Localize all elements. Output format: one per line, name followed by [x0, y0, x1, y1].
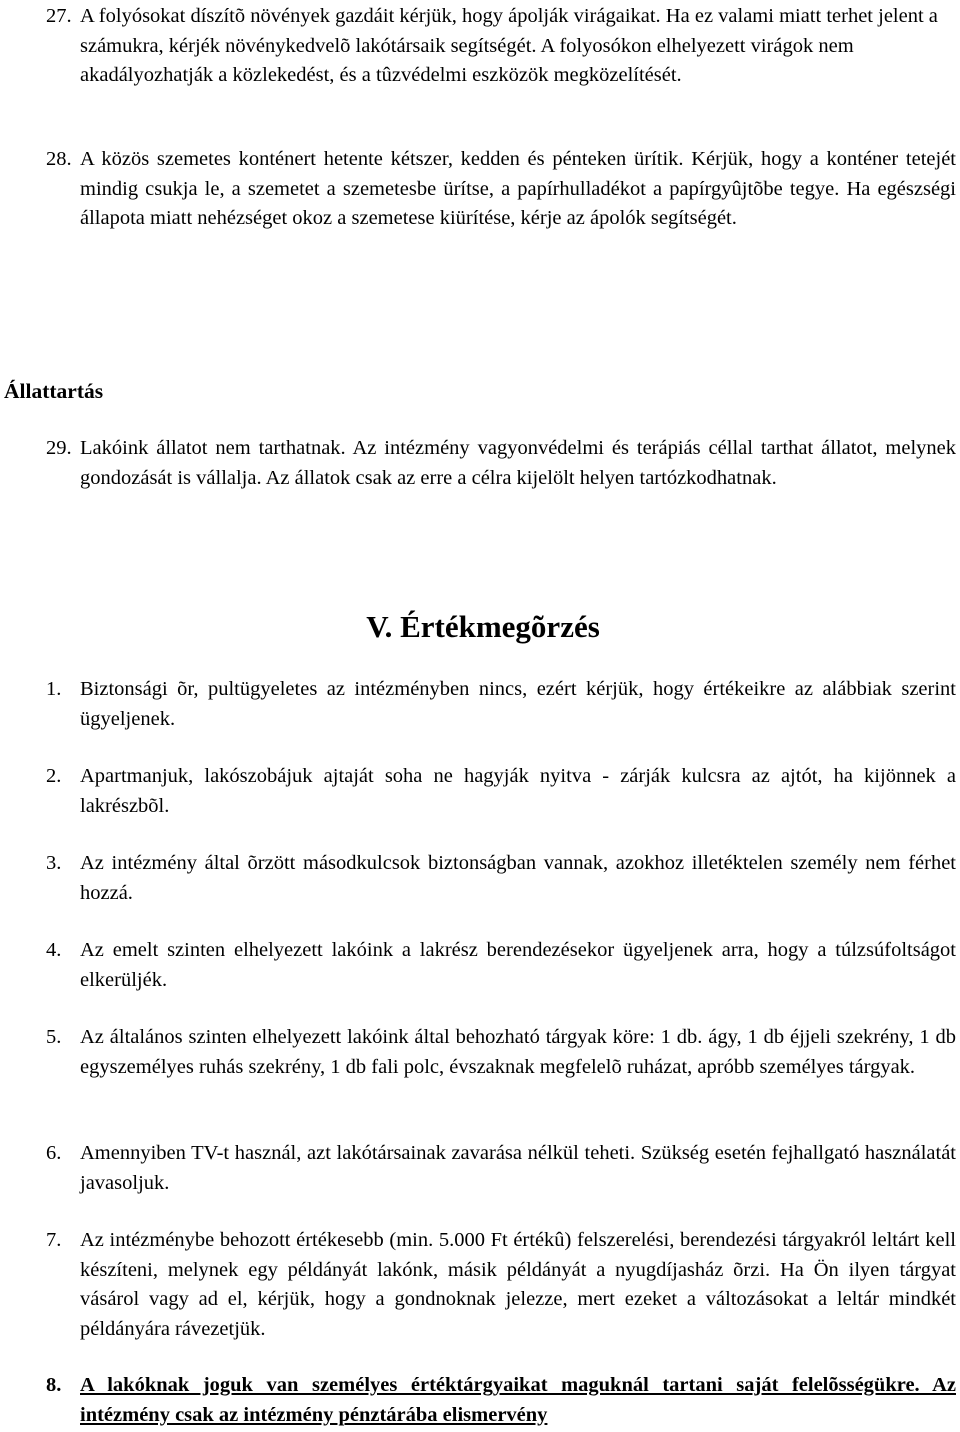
item-number: 6.	[46, 1142, 62, 1164]
item-number: 28.	[46, 148, 72, 170]
item-text: Az általános szinten elhelyezett lakóink által behozható tárgyak köre: 1 db. ágy, 1 db éjjeli szekrény, 1 db egyszemélyes ruhás szekrény, 1 db fali polc, évszaknak megfelelõ ruházat, apróbb személyes tárgyak.	[80, 1026, 956, 1078]
list-item-v1	[46, 675, 956, 734]
item-text: A közös szemetes konténert hetente kétszer, kedden és pénteken ürítik. Kérjük, hogy a konténer tetejét mindig csukja le, a szemetet a szemetesbe ürítse, a papírhulladékot a papírgyûjtõbe tegye. Ha egészségi állapota miatt nehézséget okoz a szemetese kiürítése, kérje az ápolók segítségét.	[80, 148, 956, 229]
item-text: A lakóknak joguk van személyes értéktárgyaikat maguknál tartani saját felelõsségükre. Az intézmény csak az intézmény pénztárába elismervény	[80, 1374, 956, 1426]
item-number: 2.	[46, 765, 62, 787]
list-item-28	[46, 145, 956, 234]
item-number: 27.	[46, 5, 72, 27]
item-text: Apartmanjuk, lakószobájuk ajtaját soha ne hagyják nyitva - zárják kulcsra az ajtót, ha kijönnek a lakrészbõl.	[80, 765, 956, 817]
item-number: 1.	[46, 678, 62, 700]
item-text: A folyósokat díszítõ növények gazdáit kérjük, hogy ápolják virágaikat. Ha ez valami miatt terhet jelent a számukra, kérjék növénykedvelõ lakótársaik segítségét. A folyosókon elhelyezett virágok nem akadályozhatják a közlekedést, és a tûzvédelmi eszközök megközelítését.	[80, 5, 938, 86]
list-item-v8	[46, 1371, 956, 1430]
item-number: 8.	[46, 1374, 62, 1396]
item-text: Biztonsági õr, pultügyeletes az intézményben nincs, ezért kérjük, hogy értékeikre az alábbiak szerint ügyeljenek.	[80, 678, 956, 730]
list-item-v4	[46, 936, 956, 995]
list-item-v2	[46, 762, 956, 821]
item-text: Amennyiben TV-t használ, azt lakótársainak zavarása nélkül teheti. Szükség esetén fejhallgató használatát javasoljuk.	[80, 1142, 956, 1194]
item-number: 4.	[46, 939, 62, 961]
item-number: 29.	[46, 437, 72, 459]
list-item-v6	[46, 1139, 956, 1198]
item-text: Az intézménybe behozott értékesebb (min. 5.000 Ft értékû) felszerelési, berendezési tárgyakról leltárt kell készíteni, melynek egy példányát lakónk, másik példányát a nyugdíjasház õrzi. Ha Ön ilyen tárgyat vásárol vagy ad el, kérjük, hogy a gondnoknak jelezze, mert ezeket a változásokat a leltár mindkét példányára rávezetjük.	[80, 1229, 956, 1340]
item-text: Az intézmény által õrzött másodkulcsok biztonságban vannak, azokhoz illetéktelen személy nem férhet hozzá.	[80, 852, 956, 904]
chapter-title: V. Értékmegõrzés	[366, 609, 600, 644]
list-item-v3	[46, 849, 956, 908]
list-item-v7	[46, 1226, 956, 1344]
item-text: Lakóink állatot nem tarthatnak. Az intézmény vagyonvédelmi és terápiás céllal tarthat állatot, melynek gondozását is vállalja. Az állatok csak az erre a célra kijelölt helyen tartózkodhatnak.	[80, 437, 956, 489]
item-number: 5.	[46, 1026, 62, 1048]
item-text: Az emelt szinten elhelyezett lakóink a lakrész berendezésekor ügyeljenek arra, hogy a túlzsúfoltságot elkerüljék.	[80, 939, 956, 991]
item-number: 3.	[46, 852, 62, 874]
list-item-29	[46, 434, 956, 493]
item-number: 7.	[46, 1229, 62, 1251]
list-item-27	[46, 2, 956, 91]
section-heading: Állattartás	[4, 379, 104, 403]
list-item-v5	[46, 1023, 956, 1082]
